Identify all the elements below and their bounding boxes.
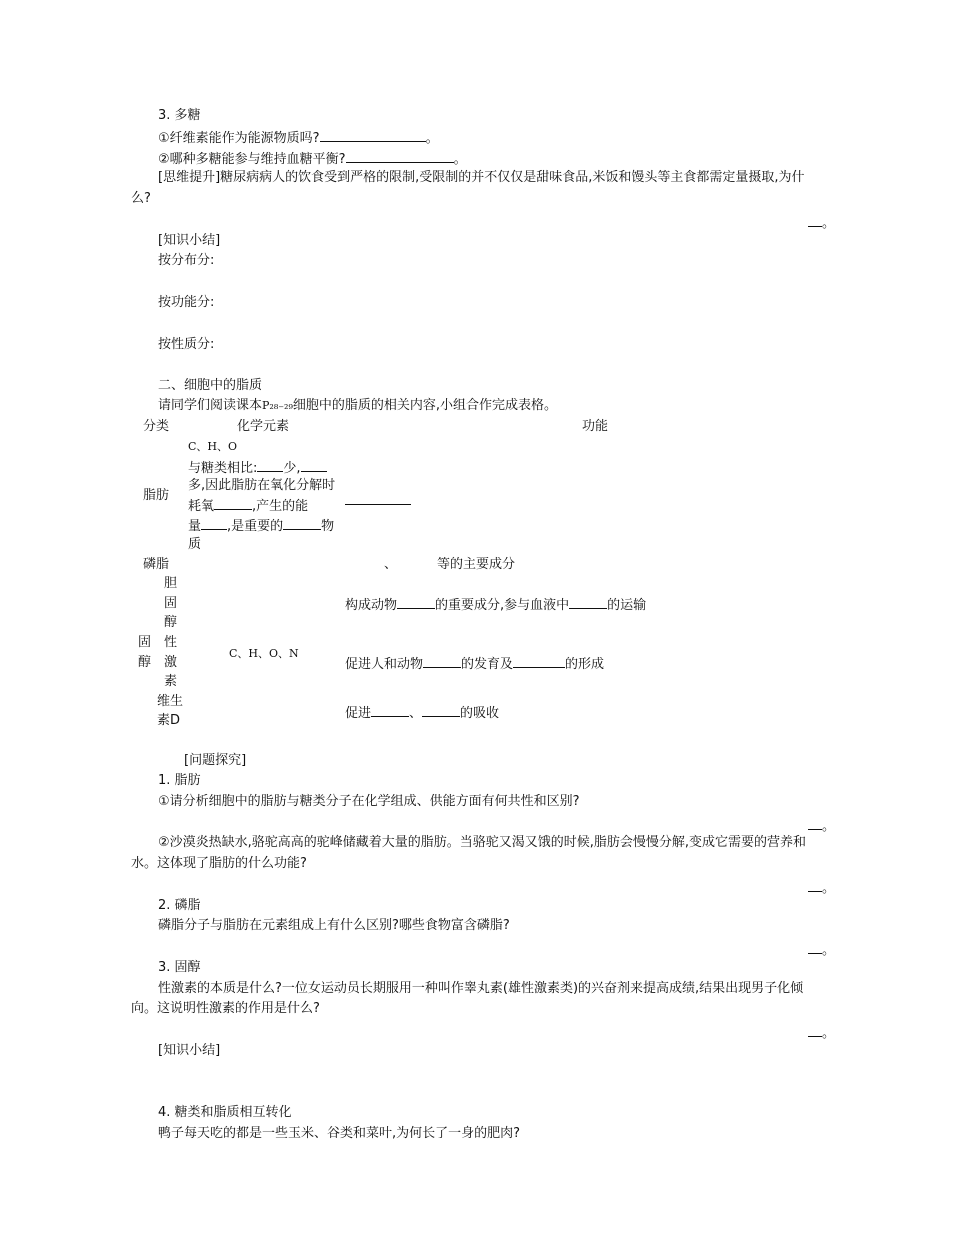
vitamin-d-line-1: 维生: [157, 694, 184, 709]
answer-line-thinking[interactable]: 。: [808, 216, 835, 232]
knowledge-summary-2-title: [知识小结]: [158, 1043, 221, 1058]
question-text: ②哪种多糖能参与维持血糖平衡?: [158, 152, 346, 167]
vitamin-d-line-2: 素D: [157, 713, 181, 728]
fill-blank[interactable]: [371, 704, 409, 717]
question-cellulose: [158, 129, 439, 147]
period: 。: [425, 131, 439, 146]
vitamin-d-function: 促进 、 的吸收: [345, 706, 500, 721]
fill-blank[interactable]: [201, 517, 227, 530]
fill-blank[interactable]: [423, 655, 461, 668]
fat-line-1: 与糖类相比: 少,: [188, 459, 327, 477]
table-header-elements: 化学元素: [237, 419, 290, 434]
explore-sterol-line-1: 性激素的本质是什么?一位女运动员长期服用一种叫作睾丸素(雄性激素类)的兴奋剂来提高成绩,结果出现男子化倾: [158, 981, 804, 996]
section-4-question: 鸭子每天吃的都是一些玉米、谷类和菜叶,为何长了一身的肥肉?: [158, 1126, 521, 1141]
sterol-label-2: 醇: [138, 655, 152, 670]
phospholipid-separator: 、: [384, 557, 398, 572]
explore-title: [问题探究]: [184, 753, 247, 768]
cholesterol-char-1: 胆: [164, 576, 178, 591]
page-reference: P₂₈₋₂₉: [262, 399, 293, 412]
answer-line-fat-q2[interactable]: 。: [808, 881, 835, 897]
summary-by-distribution: 按分布分:: [158, 253, 215, 268]
explore-phospholipid-q: 磷脂分子与脂肪在元素组成上有什么区别?哪些食物富含磷脂?: [158, 918, 510, 933]
fat-line-2: 多,因此脂肪在氧化分解时: [188, 478, 336, 493]
question-blood-sugar: [158, 150, 467, 168]
answer-blank[interactable]: [346, 150, 454, 163]
sex-hormone-char-1: 性: [164, 635, 178, 650]
cholesterol-char-2: 固: [164, 596, 178, 611]
answer-line-sterol[interactable]: 。: [808, 1026, 835, 1042]
summary-by-function: 按功能分:: [158, 295, 215, 310]
fat-function-blank[interactable]: [345, 504, 411, 505]
answer-line-fat-q1[interactable]: 。: [808, 819, 835, 835]
explore-fat-q1: ①请分析细胞中的脂肪与糖类分子在化学组成、供能方面有何共性和区别?: [158, 794, 580, 809]
section-4-title: 4. 糖类和脂质相互转化: [158, 1105, 292, 1120]
fill-blank[interactable]: [569, 596, 607, 609]
phospholipid-function: 等的主要成分: [437, 557, 516, 572]
explore-phospholipid-title: 2. 磷脂: [158, 898, 201, 913]
fat-label: 脂肪: [143, 488, 170, 503]
knowledge-summary-title: [知识小结]: [158, 233, 221, 248]
phospholipid-label: 磷脂: [143, 557, 170, 572]
fill-blank[interactable]: [422, 704, 460, 717]
table-header-function: 功能: [582, 419, 609, 434]
explore-sterol-title: 3. 固醇: [158, 960, 201, 975]
question-text: ①纤维素能作为能源物质吗?: [158, 131, 320, 146]
fat-line-5: 质: [188, 537, 202, 552]
table-header-category: 分类: [143, 419, 170, 434]
sex-hormone-char-3: 素: [164, 674, 178, 689]
cholesterol-char-3: 醇: [164, 615, 178, 630]
fat-line-3: 耗氧 ,产生的能: [188, 499, 309, 514]
explore-fat-title: 1. 脂肪: [158, 773, 201, 788]
sterol-label-1: 固: [138, 635, 152, 650]
lipids-heading: 二、细胞中的脂质: [158, 378, 263, 393]
lipids-intro: [158, 398, 557, 414]
section-3-title: 3. 多糖: [158, 108, 201, 123]
fat-line-4: 量 ,是重要的 物: [188, 519, 335, 534]
answer-blank[interactable]: [320, 129, 426, 142]
fill-blank[interactable]: [257, 459, 283, 472]
sex-hormone-char-2: 激: [164, 655, 178, 670]
explore-sterol-line-2: 向。这说明性激素的作用是什么?: [131, 1001, 320, 1016]
fill-blank[interactable]: [214, 497, 252, 510]
fill-blank[interactable]: [301, 459, 327, 472]
fill-blank[interactable]: [513, 655, 565, 668]
fill-blank[interactable]: [283, 517, 321, 530]
thinking-line-1: [思维提升]糖尿病病人的饮食受到严格的限制,受限制的并不仅仅是甜味食品,米饭和馒头等主食都需定量摄取,为什: [158, 170, 805, 185]
intro-text: 请同学们阅读课本: [158, 398, 263, 413]
summary-by-property: 按性质分:: [158, 337, 215, 352]
sterol-elements: C、H、O、N: [229, 647, 299, 660]
intro-text: 细胞中的脂质的相关内容,小组合作完成表格。: [292, 398, 558, 413]
fill-blank[interactable]: [397, 596, 435, 609]
period: 。: [453, 152, 467, 167]
sex-hormone-function: 促进人和动物 的发育及 的形成: [345, 657, 605, 672]
thinking-line-2: 么?: [131, 191, 151, 206]
explore-fat-q2-line-1: ②沙漠炎热缺水,骆驼高高的驼峰储藏着大量的脂肪。当骆驼又渴又饿的时候,脂肪会慢慢分解,变成它需要的营养和: [158, 835, 807, 850]
fat-elements: C、H、O: [188, 440, 238, 453]
cholesterol-function: 构成动物 的重要成分,参与血液中 的运输: [345, 598, 647, 613]
explore-fat-q2-line-2: 水。这体现了脂肪的什么功能?: [131, 856, 307, 871]
answer-line-phospholipid[interactable]: 。: [808, 943, 835, 959]
